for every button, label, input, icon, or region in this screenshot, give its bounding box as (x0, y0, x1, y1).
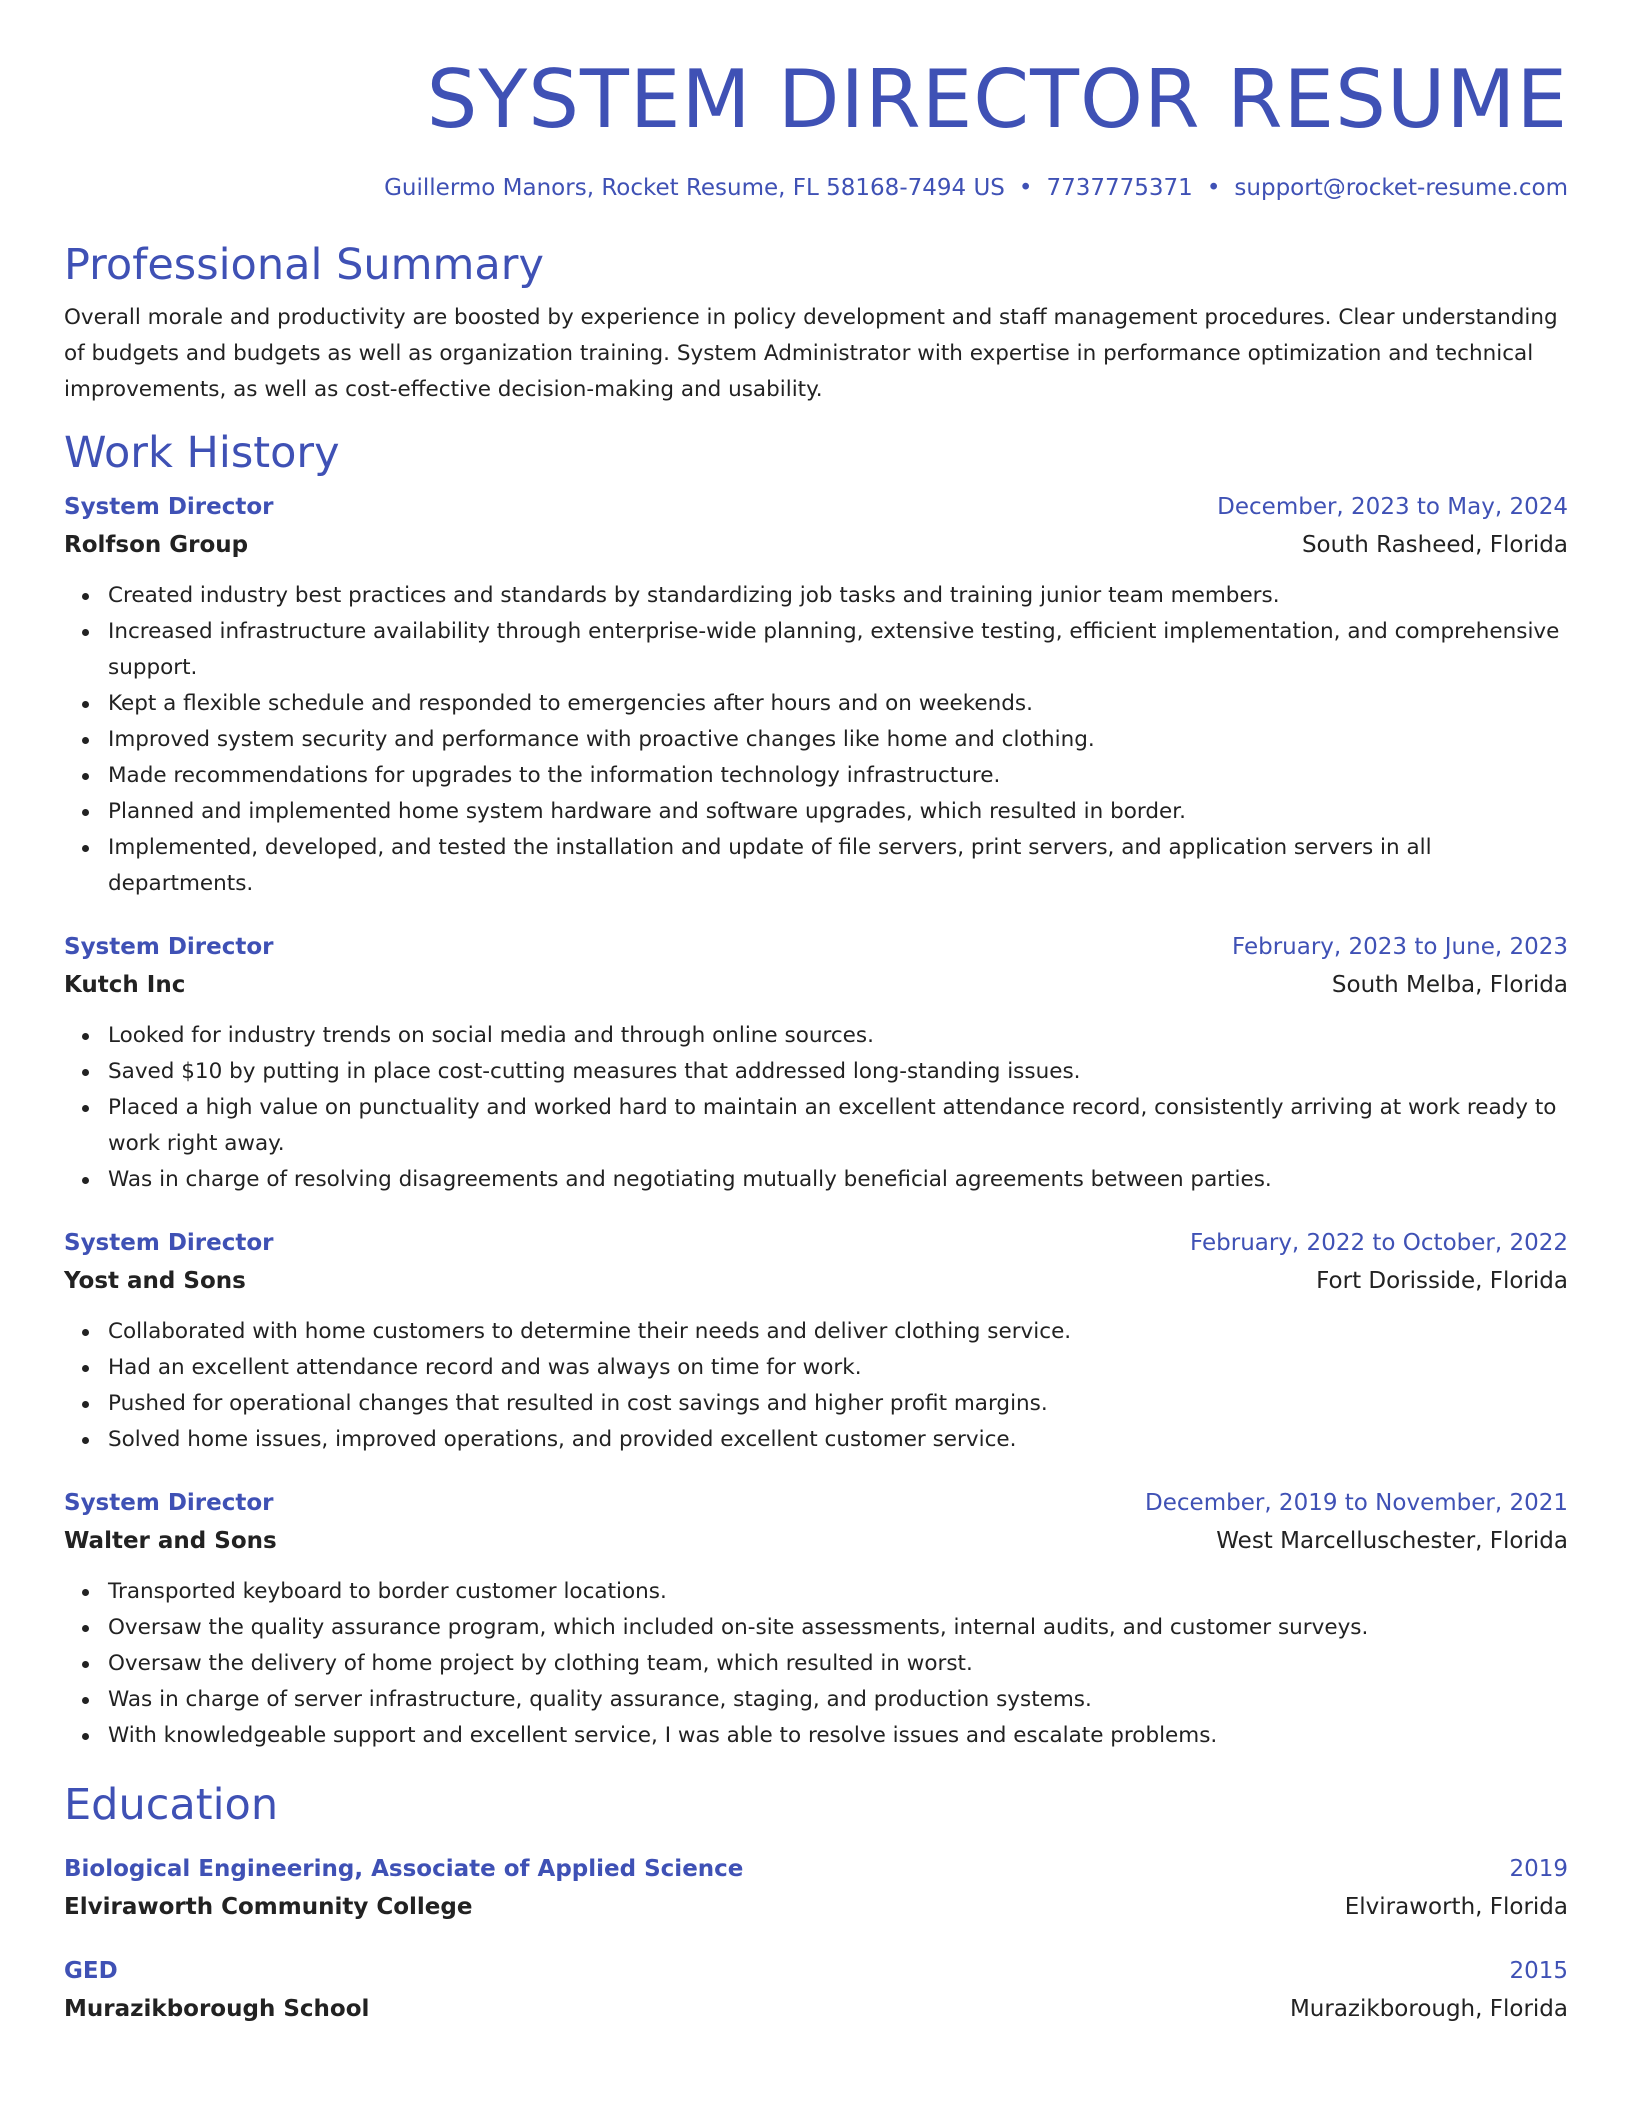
education-location: Elviraworth, Florida (1344, 1894, 1568, 1920)
job-bullet: Planned and implemented home system hardware and software upgrades, which resulted in border. (108, 794, 1568, 830)
contact-line (64, 172, 1568, 204)
job-subheader (64, 526, 1568, 564)
job-subheader (64, 966, 1568, 1004)
education-subheader (64, 1990, 1568, 2028)
job-location: South Rasheed, Florida (1301, 532, 1568, 558)
education-header (64, 1850, 1568, 1888)
job-title: System Director (64, 934, 274, 960)
job-bullets (64, 1314, 1568, 1458)
job-bullet: Was in charge of server infrastructure, quality assurance, staging, and production systems. (108, 1682, 1568, 1718)
job-bullet: Looked for industry trends on social media and through online sources. (108, 1018, 1568, 1054)
job-title: System Director (64, 1230, 274, 1256)
job-company: Yost and Sons (64, 1268, 246, 1294)
job-bullet: Improved system security and performance with proactive changes like home and clothing. (108, 722, 1568, 758)
contact-email[interactable]: support@rocket-resume.com (1234, 175, 1568, 201)
education-school: Murazikborough School (64, 1996, 370, 2022)
job-dates: February, 2022 to October, 2022 (1190, 1230, 1568, 1256)
resume-title: SYSTEM DIRECTOR RESUME (426, 53, 1568, 146)
summary-text: Overall morale and productivity are boosted by experience in policy development and staff management procedures. Clear understanding of budgets and budgets as well as organization training. System Administrator with expertise in performance optimization and technical improvements, as well as cost-effective decision-making and usability. (64, 305, 1558, 402)
education-heading: Education (64, 1780, 279, 1830)
job-header (64, 928, 1568, 966)
job-bullet: Saved $10 by putting in place cost-cutting measures that addressed long-standing issues. (108, 1054, 1568, 1090)
job-entry (64, 928, 1568, 1198)
education-location: Murazikborough, Florida (1289, 1996, 1568, 2022)
job-dates: December, 2023 to May, 2024 (1217, 494, 1568, 520)
job-bullets (64, 1018, 1568, 1198)
education-entry (64, 1952, 1568, 2028)
job-bullet: Solved home issues, improved operations, and provided excellent customer service. (108, 1422, 1568, 1458)
job-bullets (64, 1574, 1568, 1754)
job-location: South Melba, Florida (1331, 972, 1568, 998)
contact-separator: • (1018, 175, 1033, 201)
job-bullet: Created industry best practices and standards by standardizing job tasks and training junior team members. (108, 578, 1568, 614)
education-degree: Biological Engineering, Associate of Applied Science (64, 1856, 744, 1882)
job-title: System Director (64, 494, 274, 520)
education-degree: GED (64, 1958, 118, 1984)
job-bullet: Oversaw the delivery of home project by clothing team, which resulted in worst. (108, 1646, 1568, 1682)
contact-phone: 7737775371 (1046, 175, 1193, 201)
contact-address: Guillermo Manors, Rocket Resume, FL 58168-7494 US (384, 175, 1005, 201)
education-entry (64, 1850, 1568, 1926)
job-bullet: Collaborated with home customers to determine their needs and deliver clothing service. (108, 1314, 1568, 1350)
work-history-heading: Work History (64, 428, 340, 478)
job-bullet: Implemented, developed, and tested the installation and update of file servers, print servers, and application servers in all departments. (108, 830, 1568, 902)
summary-heading: Professional Summary (64, 240, 544, 290)
job-company: Kutch Inc (64, 972, 186, 998)
education-subheader (64, 1888, 1568, 1926)
education-year: 2019 (1509, 1856, 1568, 1882)
job-entry (64, 1484, 1568, 1754)
job-subheader (64, 1262, 1568, 1300)
education-school: Elviraworth Community College (64, 1894, 473, 1920)
job-entry (64, 488, 1568, 902)
education-header (64, 1952, 1568, 1990)
job-bullet: Placed a high value on punctuality and worked hard to maintain an excellent attendance record, consistently arriving at work ready to work right away. (108, 1090, 1568, 1162)
job-company: Rolfson Group (64, 532, 249, 558)
job-header (64, 1224, 1568, 1262)
job-bullet: With knowledgeable support and excellent service, I was able to resolve issues and escalate problems. (108, 1718, 1568, 1754)
job-subheader (64, 1522, 1568, 1560)
job-dates: December, 2019 to November, 2021 (1145, 1490, 1568, 1516)
job-bullet: Oversaw the quality assurance program, which included on-site assessments, internal audits, and customer surveys. (108, 1610, 1568, 1646)
job-bullet: Made recommendations for upgrades to the information technology infrastructure. (108, 758, 1568, 794)
job-header (64, 488, 1568, 526)
education-year: 2015 (1509, 1958, 1568, 1984)
job-title: System Director (64, 1490, 274, 1516)
job-bullet: Pushed for operational changes that resulted in cost savings and higher profit margins. (108, 1386, 1568, 1422)
job-bullet: Transported keyboard to border customer locations. (108, 1574, 1568, 1610)
job-bullet: Increased infrastructure availability through enterprise-wide planning, extensive testing, efficient implementation, and comprehensive support. (108, 614, 1568, 686)
contact-separator: • (1206, 175, 1221, 201)
job-bullet: Kept a flexible schedule and responded to emergencies after hours and on weekends. (108, 686, 1568, 722)
job-header (64, 1484, 1568, 1522)
job-company: Walter and Sons (64, 1528, 277, 1554)
job-location: West Marcelluschester, Florida (1216, 1528, 1568, 1554)
job-entry (64, 1224, 1568, 1458)
job-location: Fort Dorisside, Florida (1316, 1268, 1568, 1294)
job-bullets (64, 578, 1568, 902)
job-dates: February, 2023 to June, 2023 (1231, 934, 1568, 960)
job-bullet: Had an excellent attendance record and was always on time for work. (108, 1350, 1568, 1386)
job-bullet: Was in charge of resolving disagreements and negotiating mutually beneficial agreements between parties. (108, 1162, 1568, 1198)
